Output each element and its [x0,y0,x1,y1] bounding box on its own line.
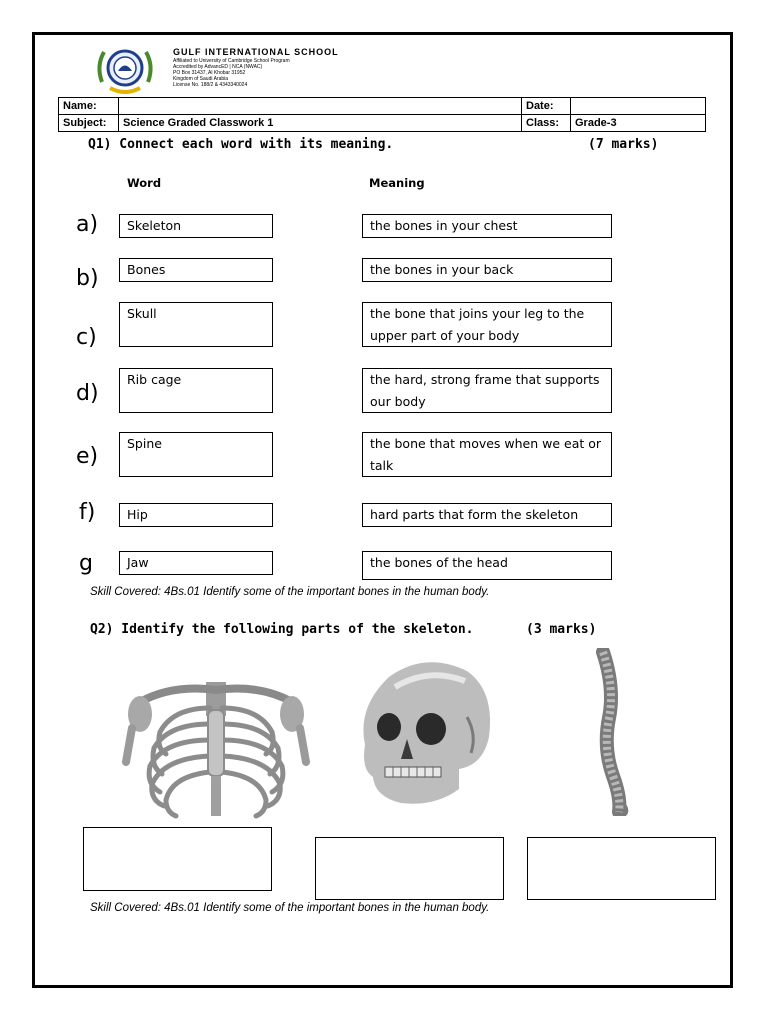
word-box[interactable]: Rib cage [119,368,273,413]
rib-cage-answer-box[interactable] [83,827,272,891]
date-field[interactable] [571,98,706,115]
name-field[interactable] [119,98,522,115]
word-box[interactable]: Hip [119,503,273,527]
item-letter: d) [76,381,99,406]
skull-answer-box[interactable] [315,837,504,900]
word-box[interactable]: Spine [119,432,273,477]
word-column-header: Word [127,176,162,190]
date-label: Date: [522,98,571,115]
class-label: Class: [522,115,571,132]
school-info-line: Kingdom of Saudi Arabia [173,76,229,82]
rib-cage-image [118,680,314,820]
q1-skill-note: Skill Covered: 4Bs.01 Identify some of the important bones in the human body. [90,586,490,598]
meaning-column-header: Meaning [369,176,425,190]
class-value: Grade-3 [571,115,706,132]
name-label: Name: [59,98,119,115]
word-box[interactable]: Jaw [119,551,273,575]
meaning-box[interactable]: the bones in your back [362,258,612,282]
school-info-line: License No. 188/2 & 4343340024 [173,82,248,88]
meaning-box[interactable]: the bone that joins your leg to the upper part of your body [362,302,612,347]
meaning-box[interactable]: the bones in your chest [362,214,612,238]
q2-skill-note: Skill Covered: 4Bs.01 Identify some of the important bones in the human body. [90,902,490,914]
subject-label: Subject: [59,115,119,132]
school-info-line: PO Box 31437, Al Khobar 31952 [173,70,246,76]
item-letter: e) [76,444,99,469]
subject-value: Science Graded Classwork 1 [119,115,522,132]
item-letter: g [79,551,93,576]
skull-image [355,657,495,810]
school-logo [92,44,158,96]
q2-marks: (3 marks) [526,622,597,637]
item-letter: f) [79,500,96,525]
school-name: GULF INTERNATIONAL SCHOOL [173,47,339,57]
meaning-box[interactable]: the hard, strong frame that supports our body [362,368,612,413]
meaning-box[interactable]: the bones of the head [362,551,612,580]
q1-marks: (7 marks) [588,137,659,152]
word-box[interactable]: Skull [119,302,273,347]
school-info [173,58,290,88]
word-box[interactable]: Skeleton [119,214,273,238]
spine-image [585,648,641,816]
spine-answer-box[interactable] [527,837,716,900]
meaning-box[interactable]: the bone that moves when we eat or talk [362,432,612,477]
item-letter: c) [76,325,97,350]
item-letter: a) [76,212,99,237]
meaning-box[interactable]: hard parts that form the skeleton [362,503,612,527]
word-box[interactable]: Bones [119,258,273,282]
school-info-line: Accredited by AdvancED | NCA (NWAC) [173,64,263,70]
school-info-line: Affiliated to University of Cambridge School Program [173,58,290,64]
q1-title: Q1) Connect each word with its meaning. [88,137,394,152]
q2-title: Q2) Identify the following parts of the skeleton. [90,622,474,637]
item-letter: b) [76,266,99,291]
student-info-table [58,97,706,132]
